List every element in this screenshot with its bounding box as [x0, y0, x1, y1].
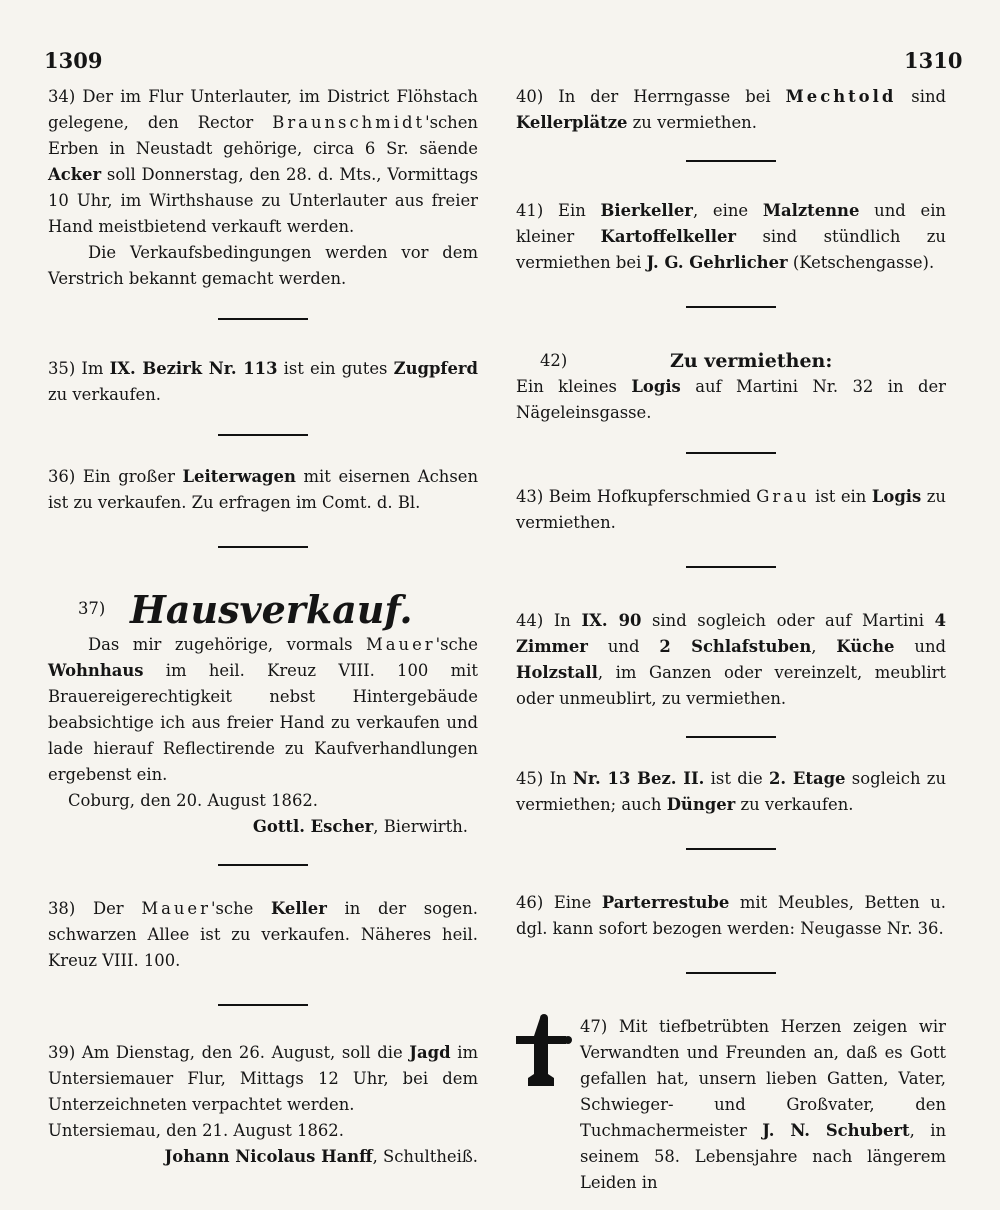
- left-column: [48, 84, 478, 1170]
- separator-rule: [686, 306, 776, 308]
- ad-35: 35) Im IX. Bezirk Nr. 113 ist ein gutes Zugpferd zu verkaufen.: [48, 359, 478, 404]
- page-number-left: 1309: [44, 48, 103, 73]
- separator-rule: [686, 452, 776, 454]
- ad-34-conditions: Die Verkaufsbedingungen werden vor dem Verstrich bekannt gemacht werden.: [48, 243, 478, 288]
- ad-37: [48, 588, 478, 840]
- ad-39-signature: Johann Nicolaus Hanff, Schultheiß.: [164, 1147, 478, 1166]
- ad-34: [48, 84, 478, 292]
- separator-rule: [218, 434, 308, 436]
- page-number-right: 1310: [904, 48, 963, 73]
- separator-rule: [686, 736, 776, 738]
- ad-37-title: Hausverkauf.: [130, 587, 413, 632]
- ad-37-signature: Gottl. Escher, Bierwirth.: [252, 817, 468, 836]
- separator-rule: [218, 1004, 308, 1006]
- separator-rule: [686, 972, 776, 974]
- separator-rule: [686, 566, 776, 568]
- ad-39-place-date: Untersiemau, den 21. August 1862.: [48, 1121, 344, 1140]
- ad-47: 47) Mit tiefbetrübten Herzen zeigen wir Verwandten und Freunden an, daß es Gott gefallen hat, unsern lieben Gatten, Vater, Schwieger- und Großvater, den Tuchmachermeister J. N. Schubert, in seinem 58. Lebensjahre nach längerem Leiden in: [516, 1014, 946, 1196]
- separator-rule: [686, 160, 776, 162]
- ad-37-date: Coburg, den 20. August 1862.: [68, 791, 319, 810]
- ad-41: 41) Ein Bierkeller, eine Malztenne und ein kleiner Kartoffelkeller sind stündlich zu vermiethen bei J. G. Gehrlicher (Ketschengasse).: [516, 201, 946, 272]
- ad-39: 39) Am Dienstag, den 26. August, soll die Jagd im Untersiemauer Flur, Mittags 12 Uhr, bei dem Unterzeichneten verpachtet werden. Untersiemau, den 21. August 1862. Johann Nicolaus Hanff, Schultheiß.: [48, 1040, 478, 1170]
- ad-36: 36) Ein großer Leiterwagen mit eisernen Achsen ist zu verkaufen. Zu erfragen im Comt. d. Bl.: [48, 467, 478, 512]
- ad-37-number: 37): [78, 599, 106, 618]
- ad-38: 38) Der Mauer'sche Keller in der sogen. schwarzen Allee ist zu verkaufen. Näheres heil. Kreuz VIII. 100.: [48, 899, 478, 970]
- ad-45: 45) In Nr. 13 Bez. II. ist die 2. Etage sogleich zu vermiethen; auch Dünger zu verkaufen.: [516, 769, 947, 814]
- ad-34-text: 34) Der im Flur Unterlauter, im District Flöhstach gelegene, den Rector Braunschmidt'schen Erben in Neustadt gehörige, circa 6 Sr. säende Acker soll Donnerstag, den 28. d. Mts., Vormittags 10 Uhr, im Wirthshause zu Unterlauter aus freier Hand meistbietend verkauft werden.: [48, 87, 478, 236]
- separator-rule: [218, 546, 308, 548]
- cross-icon: [516, 1014, 580, 1196]
- ad-42: 42) Zu vermiethen: Ein kleines Logis auf Martini Nr. 32 in der Nägeleinsgasse.: [516, 350, 946, 422]
- ad-43: 43) Beim Hofkupferschmied Grau ist ein Logis zu vermiethen.: [516, 487, 946, 532]
- ad-46: 46) Eine Parterrestube mit Meubles, Betten u. dgl. kann sofort bezogen werden: Neugasse Nr. 36.: [516, 893, 946, 938]
- separator-rule: [218, 318, 308, 320]
- ad-40: 40) In der Herrngasse bei Mechtold sind Kellerplätze zu vermiethen.: [516, 87, 946, 132]
- separator-rule: [218, 864, 308, 866]
- ad-37-body: Das mir zugehörige, vormals Mauer'sche Wohnhaus im heil. Kreuz VIII. 100 mit Brauereigerechtigkeit nebst Hintergebäude beabsichtige ich aus freier Hand zu verkaufen und lade hierauf Reflectirende zu Kaufverhandlungen ergebenst ein.: [48, 635, 478, 784]
- right-column: [516, 84, 946, 1196]
- ad-42-heading: Zu vermiethen:: [670, 350, 833, 372]
- separator-rule: [686, 848, 776, 850]
- ad-44: 44) In IX. 90 sind sogleich oder auf Martini 4 Zimmer und 2 Schlafstuben, Küche und Holzstall, im Ganzen oder vereinzelt, meublirt oder unmeublirt, zu vermiethen.: [516, 611, 947, 708]
